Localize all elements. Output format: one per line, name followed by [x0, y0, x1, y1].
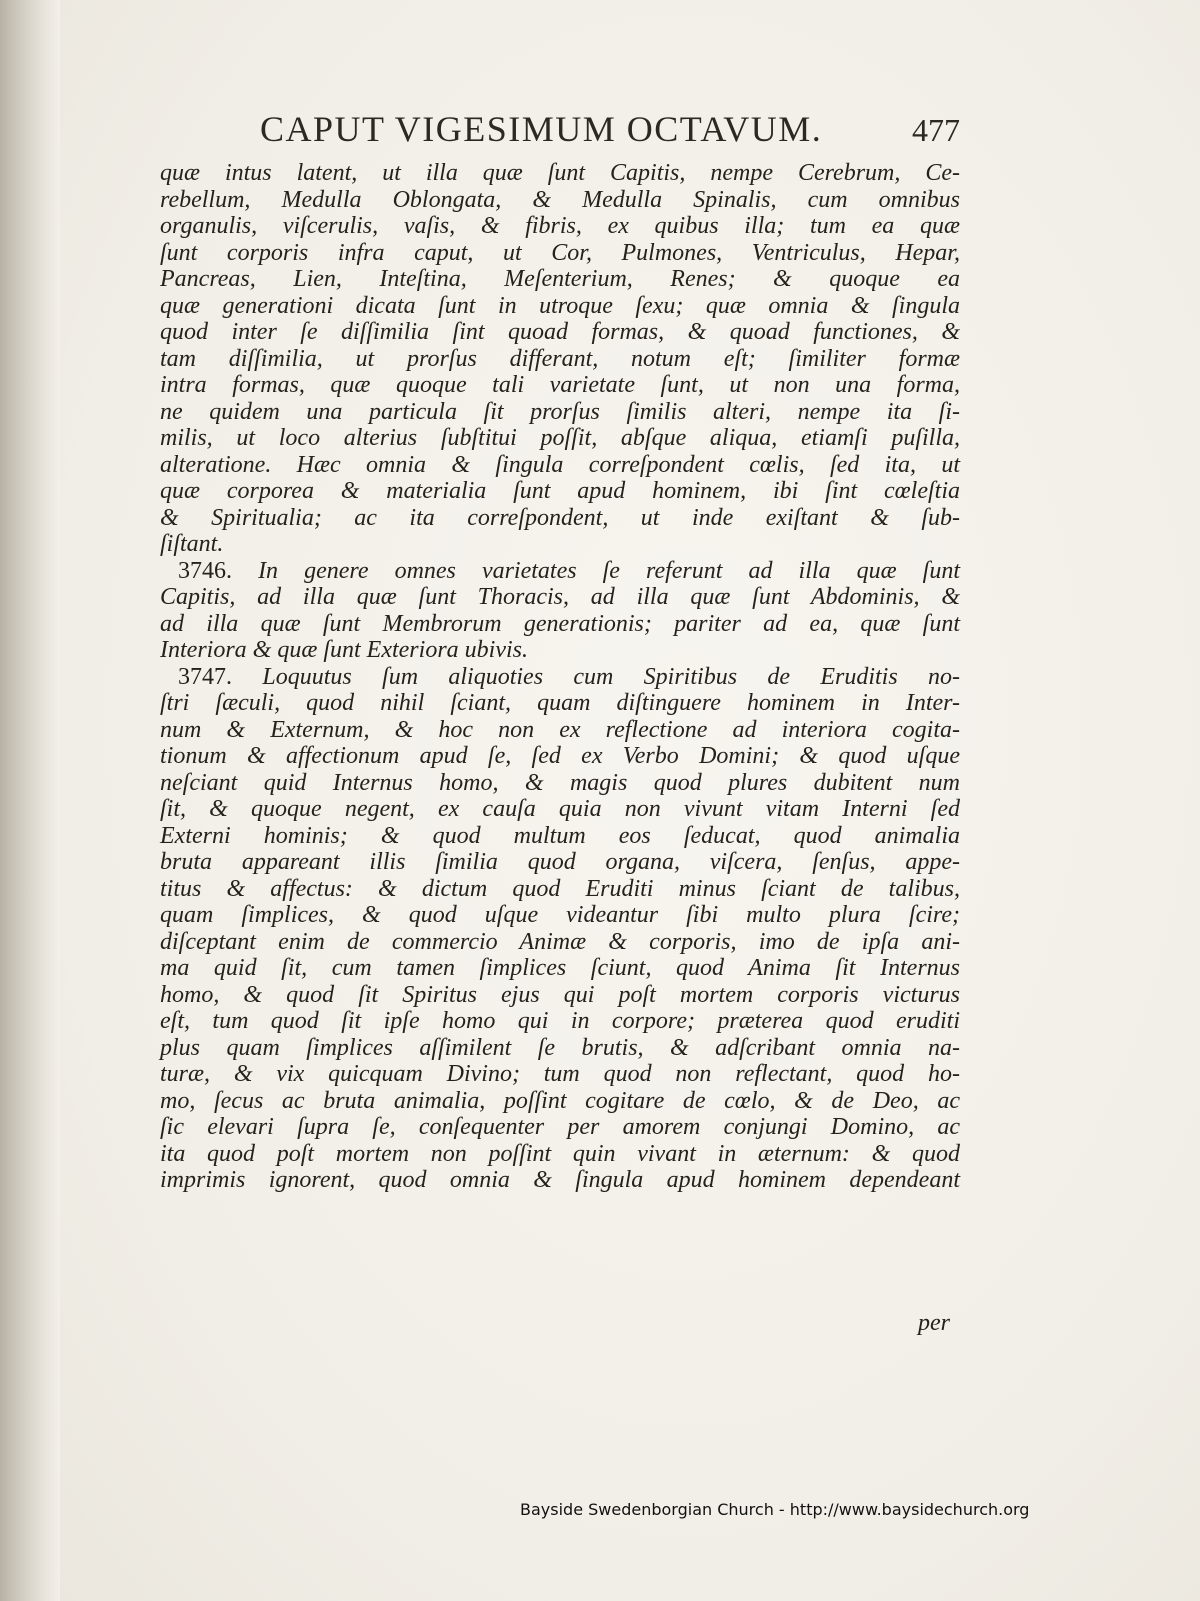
- text-line: organulis, viſcerulis, vaſis, & fibris, ex quibus illa; tum ea quæ: [160, 213, 960, 239]
- text-line: imprimis ignorent, quod omnia & ſingula apud hominem dependeant: [160, 1167, 960, 1193]
- text-line: turæ, & vix quicquam Divino; tum quod non reflectant, quod ho-: [160, 1061, 960, 1087]
- page-gutter: [0, 0, 60, 1601]
- text-line: neſciant quid Internus homo, & magis quod plures dubitent num: [160, 769, 960, 796]
- text-line: tionum & affectionum apud ſe, ſed ex Verbo Domini; & quod uſque: [160, 743, 960, 769]
- text-line: ad illa quæ ſunt Membrorum generationis; pariter ad ea, quæ ſunt: [160, 610, 960, 637]
- text-line: Capitis, ad illa quæ ſunt Thoracis, ad illa quæ ſunt Abdominis, &: [160, 584, 960, 610]
- text-line: diſceptant enim de commercio Animæ & corporis, imo de ipſa ani-: [160, 928, 960, 955]
- text-line: Loquutus ſum aliquoties cum Spiritibus de Eruditis no-: [262, 663, 961, 690]
- text-line: ſunt corporis infra caput, ut Cor, Pulmones, Ventriculus, Hepar,: [160, 239, 960, 266]
- text-line: mo, ſecus ac bruta animalia, poſſint cogitare de cœlo, & de Deo, ac: [160, 1087, 960, 1114]
- text-line: ma quid ſit, cum tamen ſimplices ſciunt, quod Anima ſit Internus: [160, 955, 960, 981]
- running-head: [260, 108, 960, 158]
- paragraph-first-line: [160, 664, 960, 691]
- text-line: eſt, tum quod ſit ipſe homo qui in corpore; præterea quod eruditi: [160, 1008, 960, 1034]
- text-line: quæ intus latent, ut illa quæ ſunt Capitis, nempe Cerebrum, Ce-: [160, 160, 960, 186]
- text-line: quod inter ſe diſſimilia ſint quoad formas, & quoad functiones, &: [160, 319, 960, 345]
- text-line: Pancreas, Lien, Inteſtina, Meſenterium, Renes; & quoque ea: [160, 266, 960, 292]
- text-line: alteratione. Hæc omnia & ſingula correſpondent cœlis, ſed ita, ut: [160, 451, 960, 478]
- paragraph-number: 3746.: [178, 557, 232, 584]
- text-line: ita quod poſt mortem non poſſint quin vivant in æternum: & quod: [160, 1140, 960, 1167]
- text-line: In genere omnes varietates ſe referunt ad illa quæ ſunt: [258, 557, 961, 584]
- text-line: plus quam ſimplices aſſimilent ſe brutis, & adſcribant omnia na-: [160, 1034, 960, 1061]
- text-line: titus & affectus: & dictum quod Eruditi minus ſciant de talibus,: [160, 875, 960, 902]
- running-title: CAPUT VIGESIMUM OCTAVUM.: [260, 109, 823, 149]
- body-text: [160, 160, 960, 1194]
- paragraph-first-line: [160, 558, 960, 585]
- paragraph-number: 3747.: [178, 663, 232, 690]
- catchword: per: [918, 1310, 950, 1336]
- text-line: homo, & quod ſit Spiritus ejus qui poſt mortem corporis victurus: [160, 981, 960, 1008]
- text-line: ne quidem una particula ſit prorſus ſimilis alteri, nempe ita ſi-: [160, 398, 960, 425]
- page-number: 477: [912, 112, 960, 148]
- text-line: ſiſtant.: [160, 531, 224, 557]
- text-line: quæ generationi dicata ſunt in utroque ſexu; quæ omnia & ſingula: [160, 292, 960, 319]
- text-line: num & Externum, & hoc non ex reflectione ad interiora cogita-: [160, 716, 960, 743]
- text-line: intra formas, quæ quoque tali varietate ſunt, ut non una forma,: [160, 372, 960, 398]
- text-line: bruta appareant illis ſimilia quod organa, viſcera, ſenſus, appe-: [160, 849, 960, 875]
- text-line: quam ſimplices, & quod uſque videantur ſibi multo plura ſcire;: [160, 902, 960, 928]
- text-line: milis, ut loco alterius ſubſtitui poſſit, abſque aliqua, etiamſi puſilla,: [160, 425, 960, 451]
- text-line: ſic elevari ſupra ſe, conſequenter per amorem conjungi Domino, ac: [160, 1114, 960, 1140]
- catchword-row: [160, 1310, 960, 1338]
- text-line: tam diſſimilia, ut prorſus differant, notum eſt; ſimiliter formæ: [160, 345, 960, 372]
- text-line: & Spiritualia; ac ita correſpondent, ut inde exiſtant & ſub-: [160, 504, 960, 531]
- text-line: Externi hominis; & quod multum eos ſeducat, quod animalia: [160, 822, 960, 849]
- text-line: quæ corporea & materialia ſunt apud hominem, ibi ſint cœleſtia: [160, 478, 960, 504]
- text-line: Interiora & quæ ſunt Exteriora ubivis.: [160, 637, 528, 663]
- text-line: ſit, & quoque negent, ex cauſa quia non vivunt vitam Interni ſed: [160, 796, 960, 822]
- footer-credit: Bayside Swedenborgian Church - http://www.baysidechurch.org: [520, 1500, 1030, 1519]
- text-line: rebellum, Medulla Oblongata, & Medulla Spinalis, cum omnibus: [160, 186, 960, 213]
- text-line: ſtri ſæculi, quod nihil ſciant, quam diſtinguere hominem in Inter-: [160, 690, 960, 716]
